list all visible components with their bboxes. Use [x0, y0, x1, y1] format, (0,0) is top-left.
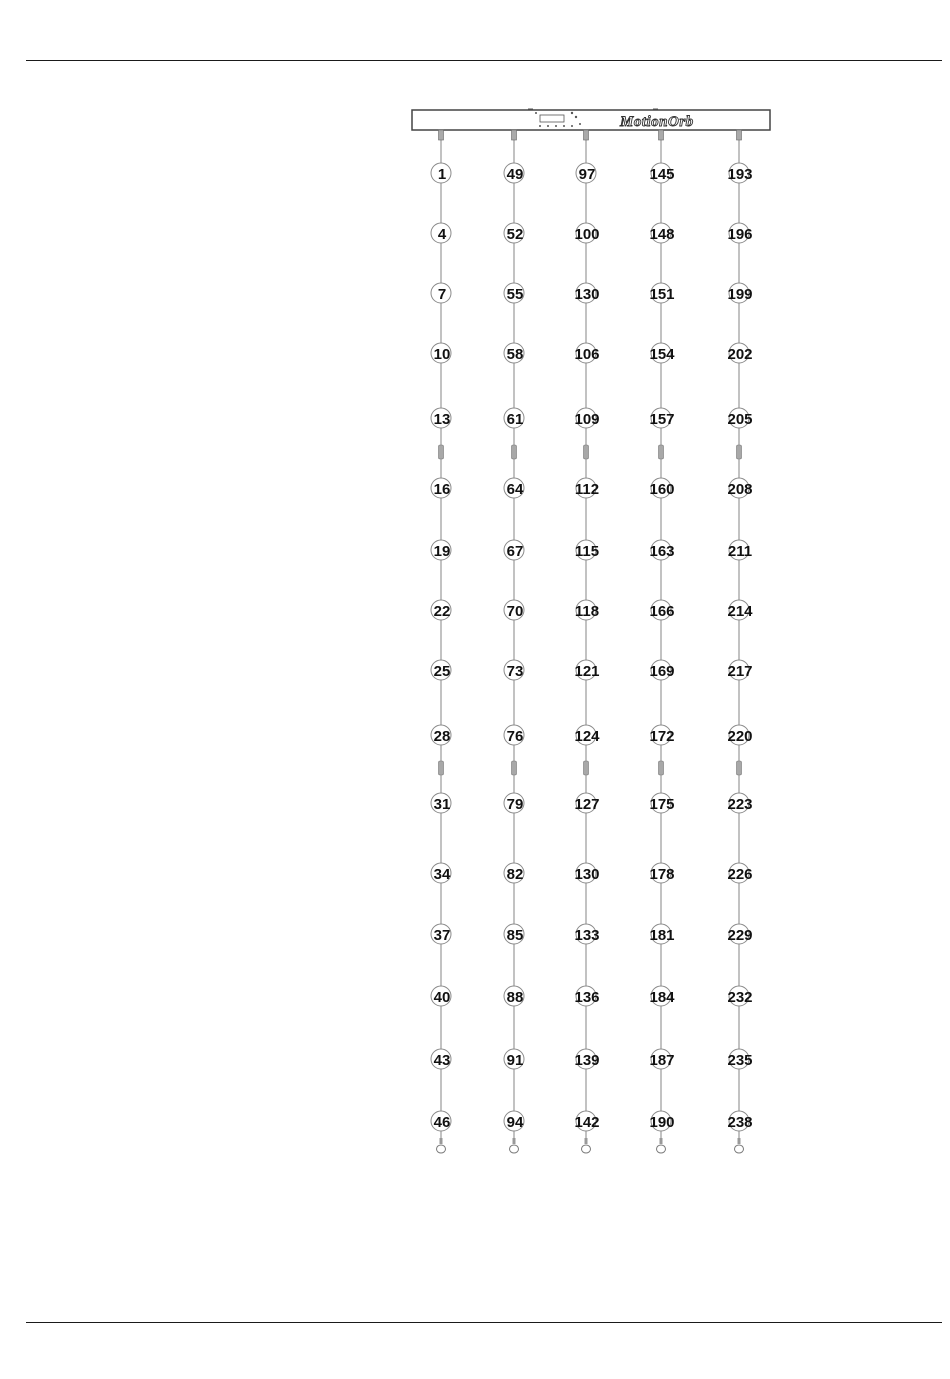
- end-cap-icon: [660, 1138, 663, 1144]
- inline-connector-icon: [439, 761, 444, 775]
- led-node-label: 94: [506, 1114, 524, 1131]
- end-cap-loop-icon: [437, 1145, 446, 1153]
- led-node-label: 67: [506, 543, 524, 560]
- led-node-label: 211: [727, 543, 753, 560]
- led-node-label: 40: [433, 989, 451, 1006]
- led-node-label: 205: [727, 411, 753, 428]
- led-node-label: 52: [506, 226, 524, 243]
- led-node-label: 214: [727, 603, 753, 620]
- led-node-label: 7: [437, 286, 447, 303]
- led-node-label: 100: [574, 226, 600, 243]
- end-cap-icon: [585, 1138, 588, 1144]
- led-node-label: 181: [649, 927, 675, 944]
- strand-column: [574, 130, 600, 1153]
- strand-plug-icon: [439, 130, 444, 140]
- led-node-label: 235: [727, 1052, 753, 1069]
- led-node-label: 19: [433, 543, 451, 560]
- led-node-label: 43: [433, 1052, 451, 1069]
- led-node-label: 4: [437, 226, 447, 243]
- led-node-label: 88: [506, 989, 524, 1006]
- led-node-label: 178: [649, 866, 675, 883]
- led-node-label: 166: [649, 603, 675, 620]
- led-node-label: 130: [574, 286, 600, 303]
- brand-logo: MotionOrb: [620, 114, 694, 130]
- led-node-label: 79: [506, 796, 524, 813]
- led-node-label: 145: [649, 166, 675, 183]
- led-node-label: 16: [433, 481, 451, 498]
- led-node-label: 58: [506, 346, 524, 363]
- strand-plug-icon: [512, 130, 517, 140]
- led-node-label: 127: [574, 796, 600, 813]
- led-node-label: 175: [649, 796, 675, 813]
- led-node-label: 184: [649, 989, 675, 1006]
- inline-connector-icon: [659, 761, 664, 775]
- led-node-label: 25: [433, 663, 451, 680]
- end-cap-loop-icon: [735, 1145, 744, 1153]
- led-node-label: 34: [433, 866, 451, 883]
- led-node-label: 223: [727, 796, 753, 813]
- led-node-label: 130: [574, 866, 600, 883]
- end-cap-icon: [738, 1138, 741, 1144]
- end-cap-loop-icon: [510, 1145, 519, 1153]
- led-node-label: 151: [649, 286, 675, 303]
- led-node-label: 133: [574, 927, 600, 944]
- led-node-label: 85: [506, 927, 524, 944]
- inline-connector-icon: [512, 445, 517, 459]
- led-node-label: 82: [506, 866, 524, 883]
- led-node-label: 142: [574, 1114, 600, 1131]
- led-node-label: 91: [506, 1052, 524, 1069]
- inline-connector-icon: [584, 761, 589, 775]
- led-node-label: 10: [433, 346, 451, 363]
- led-node-label: 169: [649, 663, 675, 680]
- led-node-label: 13: [433, 411, 451, 428]
- strand-column: [727, 130, 753, 1153]
- led-node-label: 139: [574, 1052, 600, 1069]
- led-node-label: 160: [649, 481, 675, 498]
- led-node-label: 115: [574, 543, 600, 560]
- strand-plug-icon: [659, 130, 664, 140]
- led-node-label: 46: [433, 1114, 451, 1131]
- led-node-label: 172: [649, 728, 675, 745]
- led-node-label: 1: [437, 166, 447, 183]
- led-node-label: 106: [574, 346, 600, 363]
- inline-connector-icon: [659, 445, 664, 459]
- end-cap-loop-icon: [582, 1145, 591, 1153]
- led-node-label: 55: [506, 286, 524, 303]
- led-node-label: 232: [727, 989, 753, 1006]
- led-node-label: 148: [649, 226, 675, 243]
- led-node-label: 157: [649, 411, 675, 428]
- led-node-label: 217: [727, 663, 753, 680]
- led-node-label: 220: [727, 728, 753, 745]
- led-node-label: 28: [433, 728, 451, 745]
- inline-connector-icon: [512, 761, 517, 775]
- led-node-label: 22: [433, 603, 451, 620]
- end-cap-icon: [440, 1138, 443, 1144]
- led-node-label: 196: [727, 226, 753, 243]
- led-node-label: 190: [649, 1114, 675, 1131]
- inline-connector-icon: [737, 445, 742, 459]
- end-cap-icon: [513, 1138, 516, 1144]
- led-node-label: 37: [433, 927, 451, 944]
- end-cap-loop-icon: [657, 1145, 666, 1153]
- led-node-label: 61: [506, 411, 524, 428]
- led-node-label: 109: [574, 411, 600, 428]
- led-node-label: 121: [574, 663, 600, 680]
- led-node-label: 163: [649, 543, 675, 560]
- led-node-label: 154: [649, 346, 675, 363]
- led-node-label: 202: [727, 346, 753, 363]
- led-node-label: 136: [574, 989, 600, 1006]
- led-node-label: 193: [727, 166, 753, 183]
- led-node-label: 73: [506, 663, 524, 680]
- led-node-label: 49: [506, 166, 524, 183]
- led-node-label: 97: [578, 166, 596, 183]
- led-node-label: 187: [649, 1052, 675, 1069]
- led-node-label: 208: [727, 481, 753, 498]
- led-node-label: 199: [727, 286, 753, 303]
- led-node-label: 226: [727, 866, 753, 883]
- inline-connector-icon: [584, 445, 589, 459]
- strand-plug-icon: [737, 130, 742, 140]
- led-node-label: 70: [506, 603, 524, 620]
- led-node-label: 112: [574, 481, 600, 498]
- inline-connector-icon: [439, 445, 444, 459]
- led-node-label: 64: [506, 481, 524, 498]
- led-node-label: 124: [574, 728, 600, 745]
- led-node-label: 118: [574, 603, 600, 620]
- controller-unit: [412, 109, 770, 130]
- led-node-label: 229: [727, 927, 753, 944]
- strand-plug-icon: [584, 130, 589, 140]
- led-node-label: 238: [727, 1114, 753, 1131]
- inline-connector-icon: [737, 761, 742, 775]
- strand-column: [504, 130, 524, 1153]
- strand-column: [431, 130, 451, 1153]
- led-node-label: 31: [433, 796, 451, 813]
- strand-column: [649, 130, 675, 1153]
- led-node-label: 76: [506, 728, 524, 745]
